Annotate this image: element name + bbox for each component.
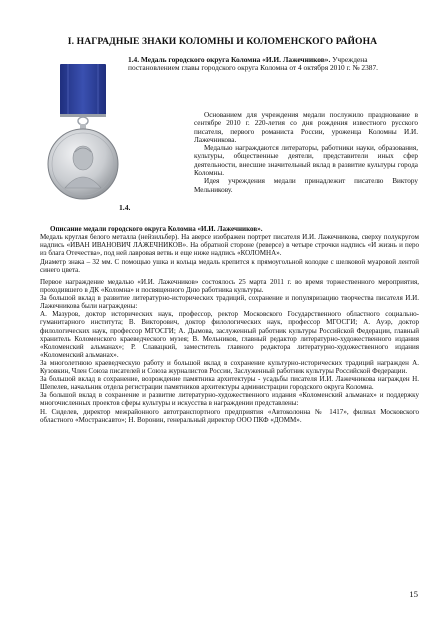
awardee-paragraph: За большой вклад в сохранение, возрождение памятника архитектуры - усадьбы писателя И.И. Лажечникова награжден Н. Шепелев, начальник отдела регистрации памятников архитектуры администрации городского округа Коломна. [40,375,419,392]
page-number: 15 [409,589,418,599]
intro-paragraph: Основанием для учреждения медали послужило празднование в сентябре 2010 г. 220-летия со дня рождения известного русского писателя, первого романиста России, уроженца Коломны И.И. Лажечникова. [194,111,418,144]
first-award-paragraph: Первое награждение медалью «И.И. Лажечников» состоялось 25 марта 2011 г. во время торжественного мероприятия, проходившего в ДК «Коломна» и посвященного Дню работника культуры. [40,277,419,294]
awardee-paragraph: А. Мазуров, доктор исторических наук, профессор, ректор Московского Государственного областного социально-гуманитарного института; В. Викторович, доктор филологических наук, профессор МГОСГИ; А. Ауэр, доктор филологических наук, профессор МГОСГИ; А. Дымова, заслуженный работник культуры Российской Федерации, главный хранитель Коломенского краеведческого музея; В. Мельников, главный редактор литературно-художественного издания «Коломенский альманах»; Р. Славацкий, заместитель главного редактора литературно-художественного издания «Коломенский альманах». [40,310,419,359]
medal-ring [78,117,88,125]
body-text [40,225,419,424]
section-decree: Учреждена постановлением главы городского округа Коломна от 4 октября 2010 г. № 2387. [128,55,379,73]
awardee-paragraph: Н. Сиделев, директор межрайонного автотранспортного предприятия «Автоколонна № 1417», филиал Московского областного «Мострансавто»; Н. Воронин, генеральный директор ООО ПКФ «ДОММ». [40,407,419,424]
awardee-paragraph: За большой вклад в сохранение и развитие литературно-художественного издания «Коломенский альманах» и поддержку многочисленных проектов сферы культуры и искусства в награждении представлены: [40,391,419,408]
intro-paragraph: Медалью награждаются литераторы, работники науки, образования, культуры, общественные деятели, представители иных сфер деятельности, внесшие значительный вклад в развитие культуры города Коломны. [194,144,418,178]
section-header [128,56,418,73]
portrait-head [73,146,93,170]
section-heading: 1.4. Медаль городского округа Коломна «И.И. Лажечников». [128,55,331,64]
awardee-paragraph: За многолетнюю краеведческую работу и большой вклад в сохранение культурно-исторических традиций награжден А. Кузовкин, Член Союза писателей и Союза журналистов России, Заслуженный работник культуры Российской Федерации. [40,358,419,375]
image-caption: 1.4. [119,203,131,212]
intro-paragraph: Идея учреждения медали принадлежит писателю Виктору Мельникову. [194,177,418,194]
page-title: I. НАГРАДНЫЕ ЗНАКИ КОЛОМНЫ И КОЛОМЕНСКОГО РАЙОНА [67,36,378,47]
medal-image [43,62,123,210]
ribbon-block [60,64,106,116]
description-heading: Описание медали городского округа Коломна «И.И. Лажечников». [50,225,263,233]
description-paragraph: Медаль круглая белого металла (нейзильбер). На аверсе изображен портрет писателя И.И. Лажечникова, сверху полукругом надпись «ИВАН ИВАНОВИЧ ЛАЖЕЧНИКОВ». На обратной стороне (реверсе) в четыре строчки надпись «И жизнь и перо из блага Отечества», под ней лавровая ветвь и еще ниже надпись «КОЛОМНА». [40,233,419,258]
diameter-paragraph: Диаметр знака – 32 мм. С помощью ушка и кольца медаль крепится к прямоугольной колодке с шелковой муаровой лентой синего цвета. [40,257,419,274]
intro-column [194,111,418,194]
awardee-paragraph: За большой вклад в развитие литературно-исторических традиций, сохранение и популяризацию творчества писателя И.И. Лажечникова были награждены: [40,294,419,311]
